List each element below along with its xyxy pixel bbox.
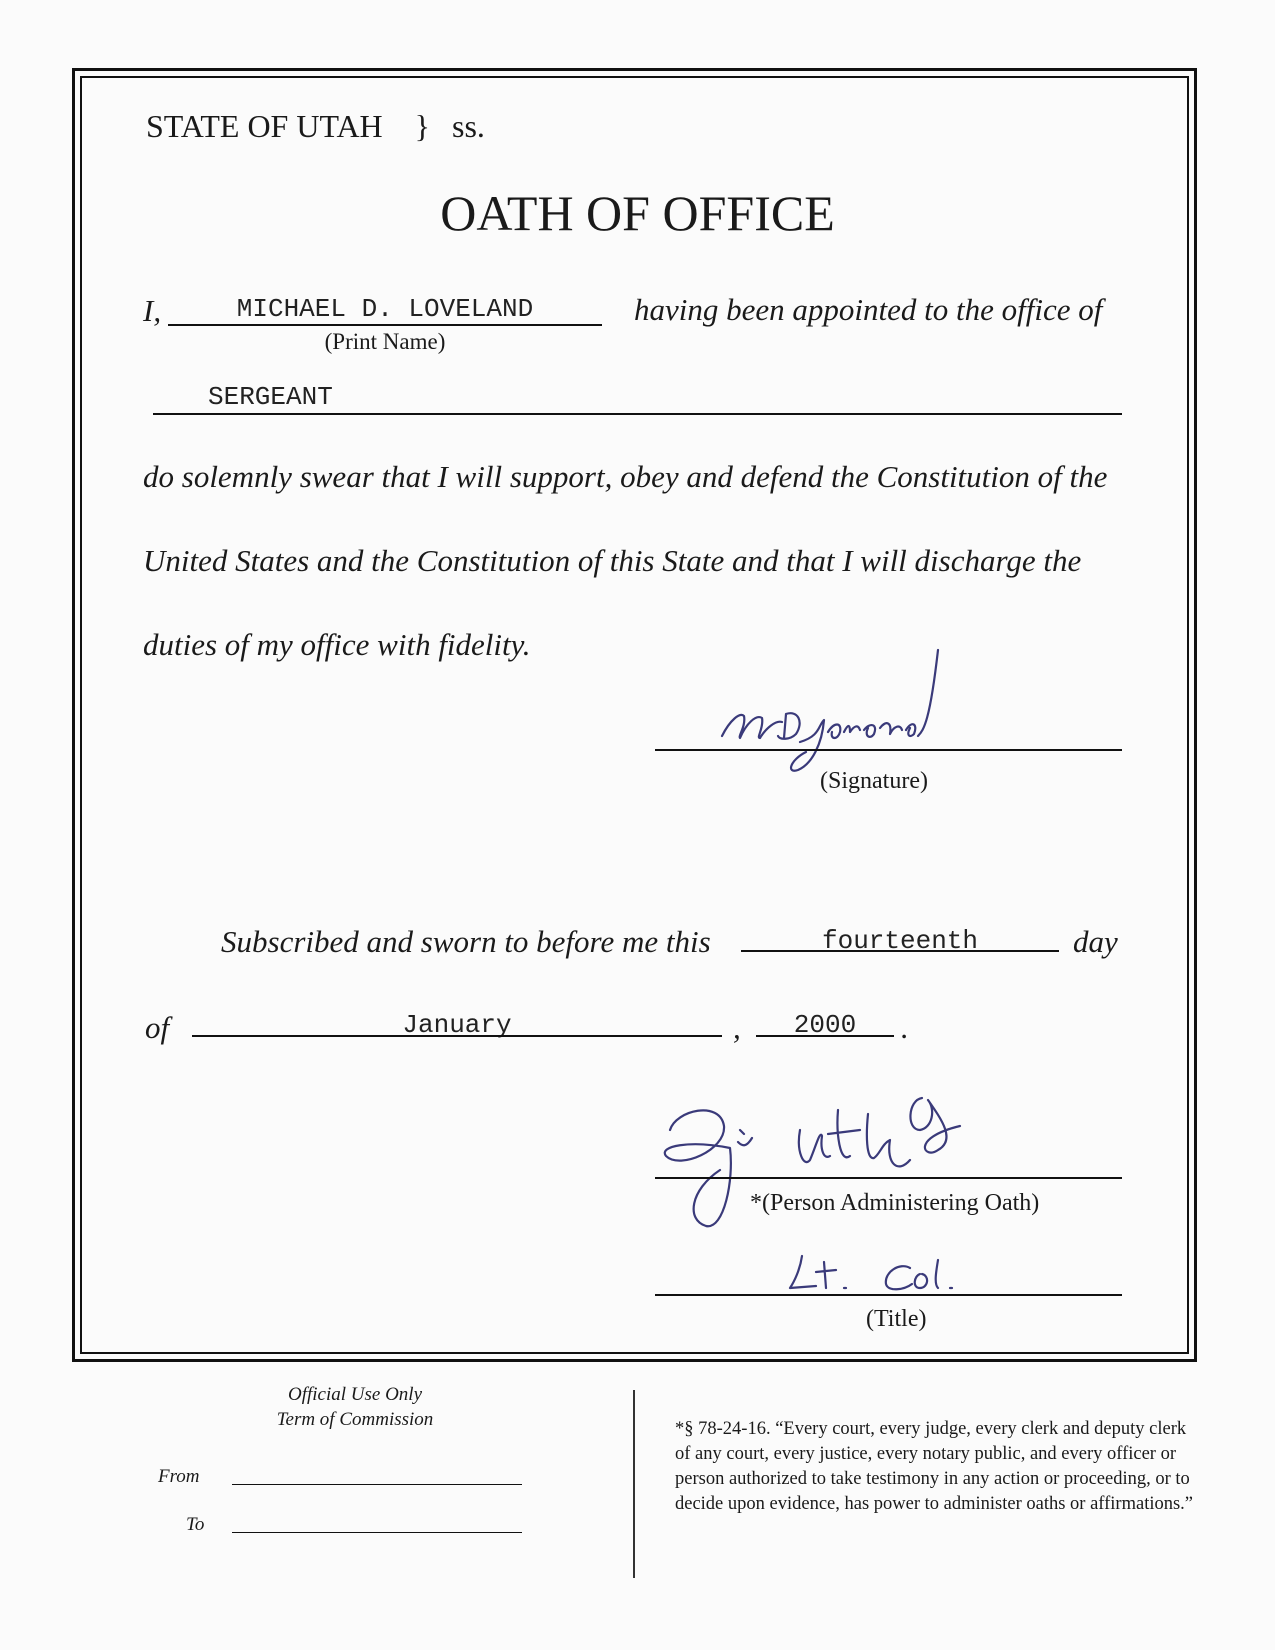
period: . (901, 1010, 909, 1045)
month-field[interactable]: January (402, 1010, 512, 1040)
from-line[interactable] (232, 1484, 522, 1485)
inner-border (80, 76, 1189, 1354)
from-label: From (158, 1466, 200, 1487)
year-line (756, 1035, 894, 1037)
title-caption: (Title) (866, 1306, 927, 1332)
term-of-commission-label: Term of Commission (276, 1409, 434, 1430)
month-line (192, 1035, 722, 1037)
oath-line-2: United States and the Constitution of this State and that I will discharge the (143, 543, 1082, 578)
administrator-caption: *(Person Administering Oath) (750, 1190, 1040, 1216)
day-field[interactable]: fourteenth (821, 926, 979, 956)
appointed-text: having been appointed to the office of (634, 292, 1103, 327)
to-label: To (186, 1514, 205, 1535)
office-field[interactable]: SERGEANT (208, 382, 333, 412)
to-line[interactable] (232, 1532, 522, 1533)
state-header (146, 108, 485, 145)
comma: , (733, 1010, 741, 1045)
day-line (741, 950, 1059, 952)
administrator-line (655, 1177, 1122, 1179)
title-line (655, 1294, 1122, 1296)
name-field[interactable]: MICHAEL D. LOVELAND (236, 294, 534, 324)
ss-label: ss. (452, 108, 485, 144)
name-line (168, 324, 602, 326)
day-label: day (1073, 924, 1118, 959)
state-name: STATE OF UTAH (146, 108, 383, 144)
name-caption: (Print Name) (324, 329, 446, 354)
oath-line-3: duties of my office with fidelity. (143, 627, 531, 662)
i-label: I, (143, 293, 162, 328)
signature-line (655, 749, 1122, 751)
administrator-title-handwritten (780, 1248, 1000, 1298)
brace: } (414, 108, 431, 144)
of-label: of (145, 1010, 170, 1045)
statute-text: *§ 78-24-16. “Every court, every judge, every clerk and deputy clerk of any court, every justice, every notary public, and every officer or person authorized to take testimony in any action or proceeding, or to decide upon evidence, has power to administer oaths or affirmations.” (675, 1419, 1194, 1514)
office-line (153, 413, 1122, 415)
administrator-signature (660, 1090, 1020, 1240)
year-field[interactable]: 2000 (793, 1010, 857, 1040)
official-use-label: Official Use Only (287, 1384, 423, 1405)
signature-caption: (Signature) (820, 768, 928, 794)
sworn-text: Subscribed and sworn to before me this (221, 924, 711, 959)
footer-divider (633, 1390, 635, 1578)
oath-line-1: do solemnly swear that I will support, obey and defend the Constitution of the (143, 459, 1108, 494)
document-title: OATH OF OFFICE (440, 185, 835, 241)
